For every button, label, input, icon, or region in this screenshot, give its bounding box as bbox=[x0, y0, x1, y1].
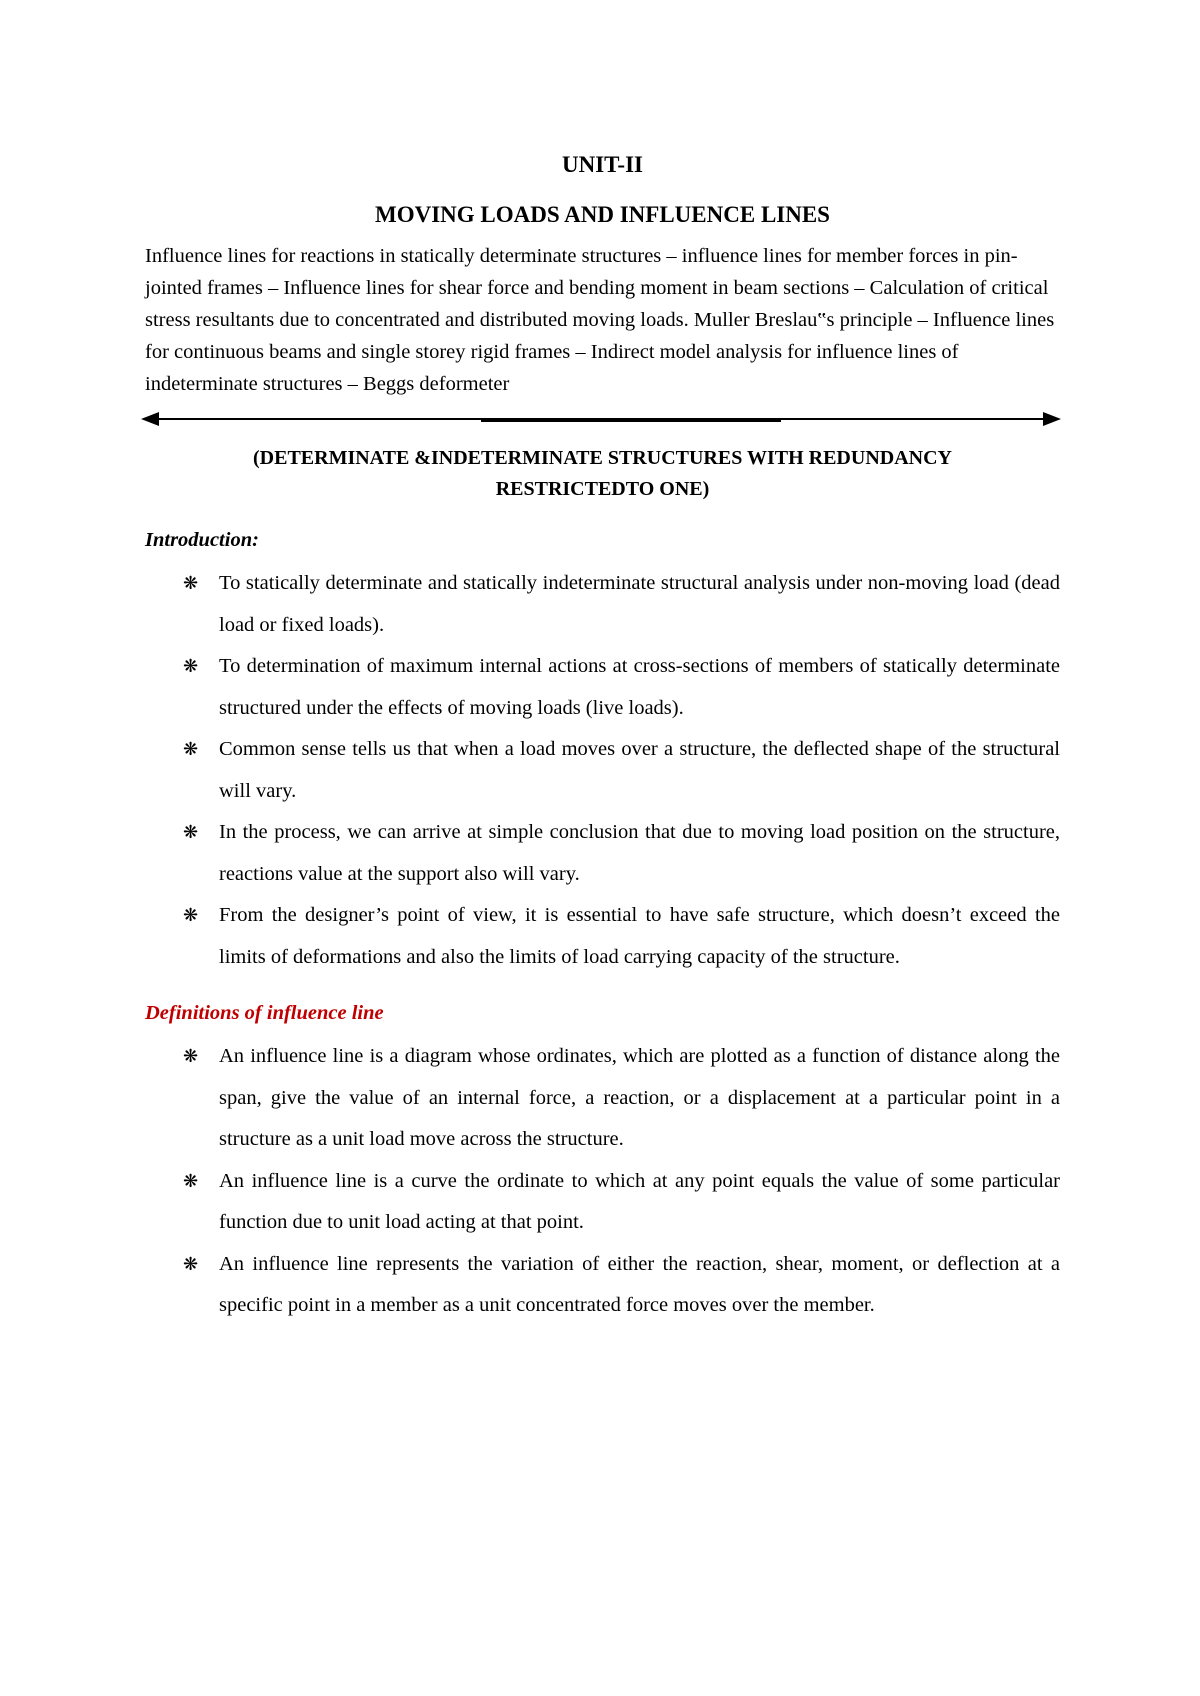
list-item bbox=[145, 729, 1060, 812]
list-item-text: To statically determinate and statically indeterminate structural analysis under non-moving load (dead load or fixed loads). bbox=[219, 572, 1060, 636]
asterisk-bullet-icon: ❋ bbox=[183, 573, 199, 594]
list-item bbox=[145, 895, 1060, 978]
double-arrow-divider bbox=[141, 408, 1061, 430]
asterisk-bullet-icon: ❋ bbox=[183, 822, 199, 843]
list-item bbox=[145, 563, 1060, 646]
asterisk-bullet-icon: ❋ bbox=[183, 1170, 199, 1192]
asterisk-bullet-icon: ❋ bbox=[183, 1046, 199, 1067]
page-content bbox=[145, 148, 1060, 1327]
chapter-title: MOVING LOADS AND INFLUENCE LINES bbox=[375, 202, 830, 227]
definitions-list bbox=[145, 1036, 1060, 1327]
list-item-text: An influence line is a diagram whose ordinates, which are plotted as a function of distance along the span, give the value of an internal force, a reaction, or a displacement at a particular point in a structure as a unit load move across the structure. bbox=[219, 1045, 1060, 1150]
scope-subtitle bbox=[145, 443, 1060, 505]
scope-subtitle-line1: (DETERMINATE &INDETERMINATE STRUCTURES WITH REDUNDANCY bbox=[253, 447, 952, 469]
list-item bbox=[145, 1161, 1060, 1244]
asterisk-bullet-icon: ❋ bbox=[183, 656, 199, 677]
introduction-heading: Introduction: bbox=[145, 529, 259, 551]
list-item-text: In the process, we can arrive at simple conclusion that due to moving load position on the structure, reactions value at the support also will vary. bbox=[219, 821, 1060, 885]
list-item bbox=[145, 812, 1060, 895]
list-item-text: To determination of maximum internal actions at cross-sections of members of statically determinate structured under the effects of moving loads (live loads). bbox=[219, 655, 1060, 719]
introduction-list bbox=[145, 563, 1060, 978]
list-item-text: An influence line is a curve the ordinate to which at any point equals the value of some particular function due to unit load acting at that point. bbox=[219, 1169, 1060, 1233]
syllabus-paragraph: Influence lines for reactions in statically determinate structures – influence lines for member forces in pin-jointed frames – Influence lines for shear force and bending moment in beam sections – Calculation of critical stress resultants due to concentrated and distributed moving loads. Muller Breslau‟s principle – Influence lines for continuous beams and single storey rigid frames – Indirect model analysis for influence lines of indeterminate structures – Beggs deformeter bbox=[145, 245, 1055, 395]
definitions-heading: Definitions of influence line bbox=[145, 1002, 384, 1024]
list-item-text: An influence line represents the variation of either the reaction, shear, moment, or deflection at a specific point in a member as a unit concentrated force moves over the member. bbox=[219, 1252, 1060, 1316]
asterisk-bullet-icon: ❋ bbox=[183, 905, 199, 926]
asterisk-bullet-icon: ❋ bbox=[183, 1253, 199, 1275]
scope-subtitle-line2: RESTRICTEDTO ONE) bbox=[495, 478, 710, 500]
list-item bbox=[145, 1244, 1060, 1327]
unit-title: UNIT-II bbox=[562, 152, 643, 177]
asterisk-bullet-icon: ❋ bbox=[183, 739, 199, 760]
list-item-text: Common sense tells us that when a load moves over a structure, the deflected shape of the structural will vary. bbox=[219, 738, 1060, 802]
list-item bbox=[145, 1036, 1060, 1161]
list-item bbox=[145, 646, 1060, 729]
list-item-text: From the designer’s point of view, it is essential to have safe structure, which doesn’t exceed the limits of deformations and also the limits of load carrying capacity of the structure. bbox=[219, 904, 1060, 968]
